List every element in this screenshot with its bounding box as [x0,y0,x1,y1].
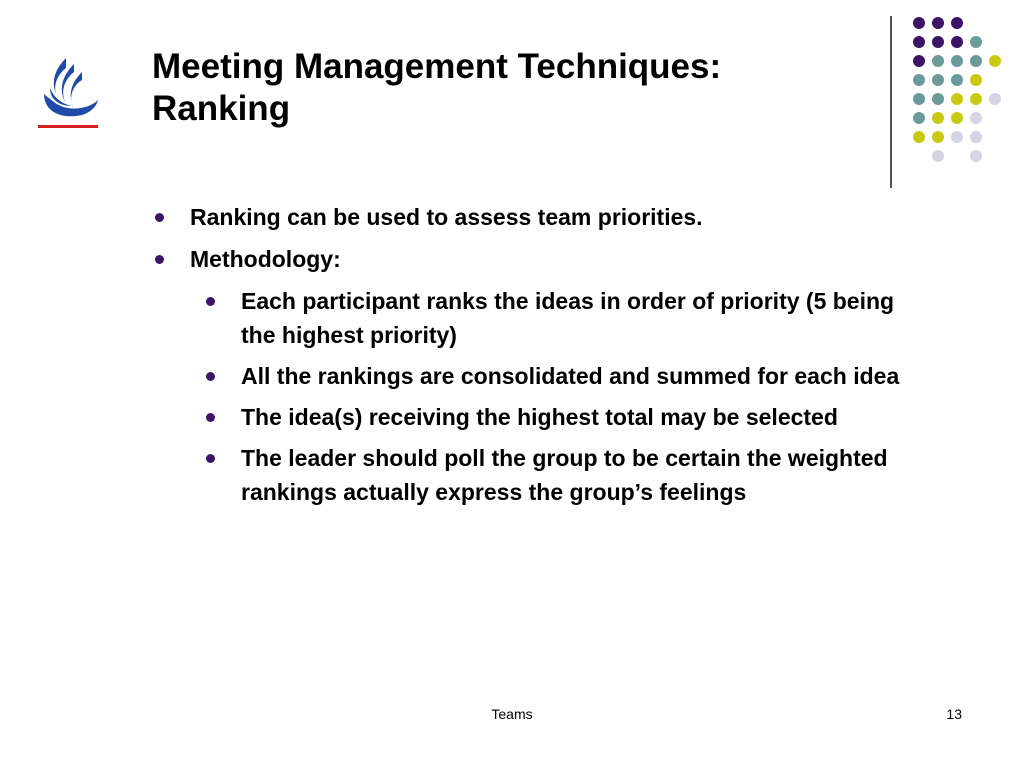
footer-label: Teams [491,706,533,722]
dot-grid-decoration [900,10,1010,170]
title-line-1: Meeting Management Techniques: [152,47,722,86]
bullet-item [150,242,930,276]
sub-bullet-text: All the rankings are consolidated and summed for each idea [241,363,900,389]
sub-bullet-text: Each participant ranks the ideas in order of priority (5 being the highest priority) [241,288,895,348]
bullet-dot-icon [206,413,215,422]
bullet-dot-icon [206,372,215,381]
title-line-2: Ranking [152,89,291,128]
sub-bullet-item [150,284,930,352]
page-number: 13 [946,706,962,722]
slide-body [150,200,930,516]
sub-bullet-item [150,400,930,434]
slide-title [152,46,852,130]
bullet-dot-icon [155,213,164,222]
bullet-dot-icon [206,297,215,306]
bullet-dot-icon [206,454,215,463]
bullet-dot-icon [155,255,164,264]
sub-bullet-item [150,359,930,393]
bullet-text: Ranking can be used to assess team priorities. [190,204,703,230]
bullet-text: Methodology: [190,246,341,272]
sub-bullet-list [150,284,930,509]
bullet-list [150,200,930,276]
flame-logo-icon [36,54,100,134]
sub-bullet-item [150,441,930,509]
sub-bullet-text: The idea(s) receiving the highest total may be selected [241,404,838,430]
sub-bullet-text: The leader should poll the group to be certain the weighted rankings actually express the group’s feelings [241,445,888,505]
vertical-divider [890,16,892,188]
bullet-item [150,200,930,234]
